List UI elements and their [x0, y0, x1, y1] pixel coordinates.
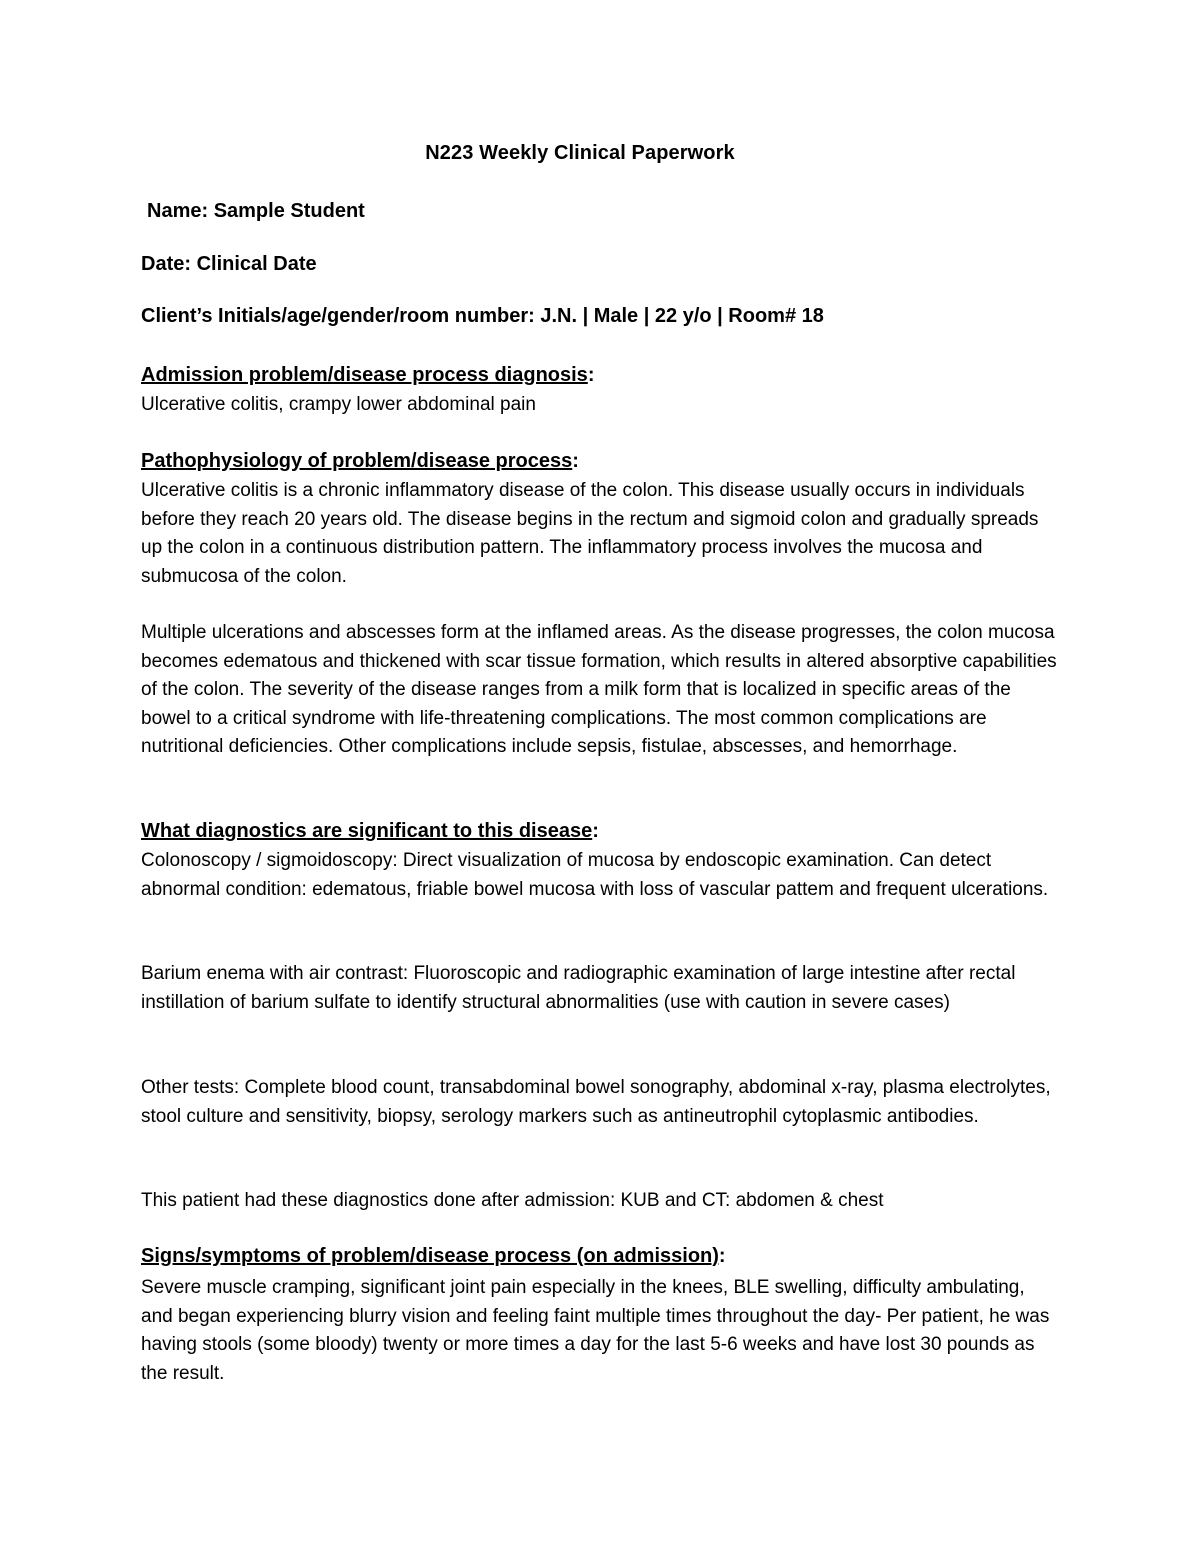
pathophysiology-paragraph: Ulcerative colitis is a chronic inflammatory disease of the colon. This disease usually occurs in individuals before they reach 20 years old. The disease begins in the rectum and sigmoid colon and gradually spreads up the colon in a continuous distribution pattern. The inflammatory process involves the mucosa and submucosa of the colon.: [141, 480, 1039, 587]
symptoms-paragraph: Severe muscle cramping, significant joint pain especially in the knees, BLE swelling, difficulty ambulating, and began experiencing blurry vision and feeling faint multiple times throughout the day- Per patient, he was having stools (some bloody) twenty or more times a day for the last 5-6 weeks and have lost 30 pounds as the result.: [141, 1277, 1050, 1384]
clinical-date-line: Date: Clinical Date: [141, 253, 317, 275]
diagnostics-heading-text: What diagnostics are significant to this disease: [141, 820, 593, 842]
pathophysiology-heading-colon: :: [572, 450, 579, 472]
admission-diagnosis-text: Ulcerative colitis, crampy lower abdominal pain: [141, 394, 536, 415]
diagnostics-paragraph: Colonoscopy / sigmoidoscopy: Direct visualization of mucosa by endoscopic examination. Can detect abnormal condition: edematous, friable bowel mucosa with loss of vascular pattem and frequent ulcerations.: [141, 850, 1049, 900]
document-title: N223 Weekly Clinical Paperwork: [425, 142, 735, 164]
symptoms-heading-text: Signs/symptoms of problem/disease process (on admission): [141, 1245, 719, 1267]
admission-heading-text: Admission problem/disease process diagnosis: [141, 364, 588, 386]
admission-heading-colon: :: [587, 364, 595, 386]
diagnostics-paragraph: Barium enema with air contrast: Fluoroscopic and radiographic examination of large intestine after rectal instillation of barium sulfate to identify structural abnormalities (use with caution in severe cases): [141, 963, 1016, 1013]
diagnostics-paragraph: This patient had these diagnostics done after admission: KUB and CT: abdomen & chest: [141, 1190, 884, 1211]
pathophysiology-paragraph: Multiple ulcerations and abscesses form at the inflamed areas. As the disease progresses, the colon mucosa becomes edematous and thickened with scar tissue formation, which results in altered absorptive capabilities of the colon. The severity of the disease ranges from a milk form that is localized in specific areas of the bowel to a critical syndrome with life-threatening complications. The most common complications are nutritional deficiencies. Other complications include sepsis, fistulae, abscesses, and hemorrhage.: [141, 622, 1057, 757]
symptoms-heading: [141, 1245, 726, 1268]
symptoms-heading-colon: :: [718, 1245, 726, 1267]
pathophysiology-heading-text: Pathophysiology of problem/disease process: [141, 450, 573, 472]
pathophysiology-heading: [141, 450, 579, 473]
student-name-line: Name: Sample Student: [147, 200, 365, 222]
diagnostics-paragraph: Other tests: Complete blood count, transabdominal bowel sonography, abdominal x-ray, plasma electrolytes, stool culture and sensitivity, biopsy, serology markers such as antineutrophil cytoplasmic antibodies.: [141, 1077, 1051, 1127]
diagnostics-heading-colon: :: [592, 820, 599, 842]
diagnostics-heading: [141, 820, 599, 843]
client-info-line: Client’s Initials/age/gender/room number: J.N. | Male | 22 y/o | Room# 18: [141, 305, 824, 327]
admission-heading: [141, 364, 594, 387]
